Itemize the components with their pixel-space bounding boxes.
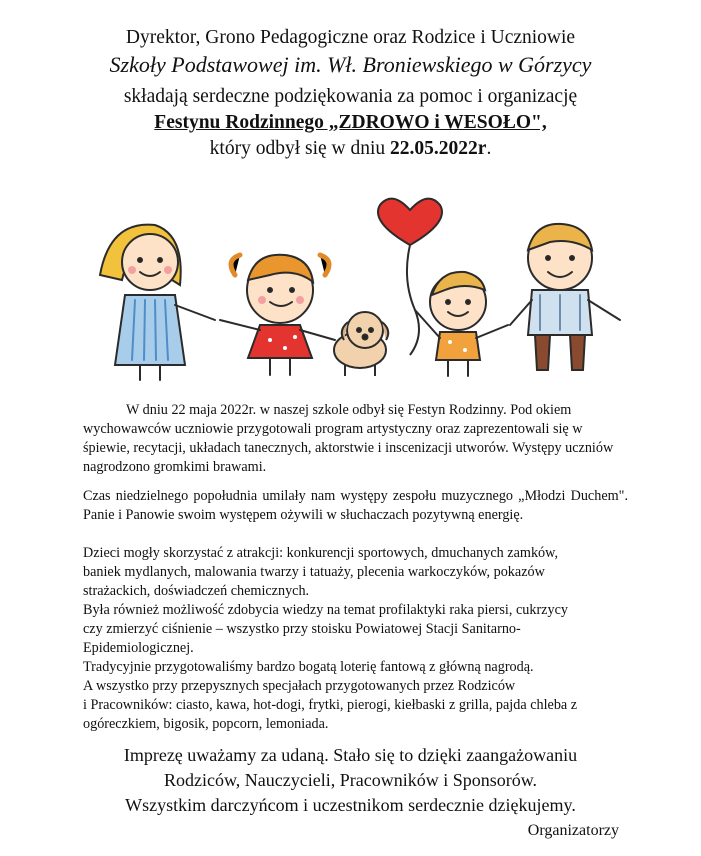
signature: Organizatorzy [527,822,619,839]
text-line: Epidemiologicznej. [83,640,194,656]
text-line: A wszystko przy przepysznych specjałach przygotowanych przez Rodziców [83,678,516,694]
father-figure [510,224,620,370]
date-suffix: . [486,138,492,159]
closing-line-2: Rodziców, Nauczycieli, Pracowników i Sponsorów. [163,770,538,790]
family-with-dog-and-balloon-icon [80,190,640,390]
event-date: 22.05.2022r [390,138,487,159]
event-name: Festynu Rodzinnego „ZDROWO i WESOŁO", [154,112,547,133]
event-date-line [0,136,701,162]
text-line: ogóreczkiem, bigosik, popcorn, lemoniada. [83,716,329,732]
text-line: Tradycyjnie przygotowaliśmy bardzo bogatą loterię fantową z główną nagrodą. [83,659,534,675]
text-line: i Pracowników: ciasto, kawa, hot-dogi, frytki, pierogi, kiełbaski z grilla, pajda chleba z [83,697,578,713]
closing-line-1: Imprezę uważamy za udaną. Stało się to dzięki zaangażowaniu [123,745,578,765]
paragraph-attractions [83,544,628,734]
boy-figure [415,272,508,376]
date-prefix: który odbył się w dniu [209,138,391,159]
header-line-1: Dyrektor, Grono Pedagogiczne oraz Rodzice i Uczniowie [125,27,576,48]
girl-figure [220,255,335,375]
text-line: czy zmierzyć ciśnienie – wszystko przy stoisku Powiatowej Stacji Sanitarno- [83,621,521,637]
text-line: Dzieci mogły skorzystać z atrakcji: konkurencji sportowych, dmuchanych zamków, [83,545,558,561]
school-name: Szkoły Podstawowej im. Wł. Broniewskiego w Górzycy [109,52,592,77]
paragraph-festival-program: W dniu 22 maja 2022r. w naszej szkole odbył się Festyn Rodzinny. Pod okiem wychowawców uczniowie przygotowali program artystyczny oraz zaprezentowali się w śpiewie, recytacji, układach tanecznych, aktorstwie i inscenizacji utworów. Występy uczniów nagrodzono gromkimi brawami. [83,402,614,475]
text-line: Była również możliwość zdobycia wiedzy na temat profilaktyki raka piersi, cukrzycy [83,602,568,618]
paragraph-music-band: Czas niedzielnego popołudnia umilały nam występy zespołu muzycznego „Młodzi Duchem". Panie i Panowie swoim występem ożywili w słuchaczach pozytywną energię. [83,488,628,523]
mother-figure [100,225,215,380]
header-line-3: składają serdeczne podziękowania za pomoc i organizację [123,86,578,107]
closing-line-3: Wszystkim darczyńcom i uczestnikom serdecznie dziękujemy. [125,795,576,815]
dog-figure [334,312,388,376]
text-line: baniek mydlanych, malowania twarzy i tatuaży, plecenia warkoczyków, pokazów [83,564,545,580]
text-line: strażackich, doświadczeń chemicznych. [83,583,310,599]
